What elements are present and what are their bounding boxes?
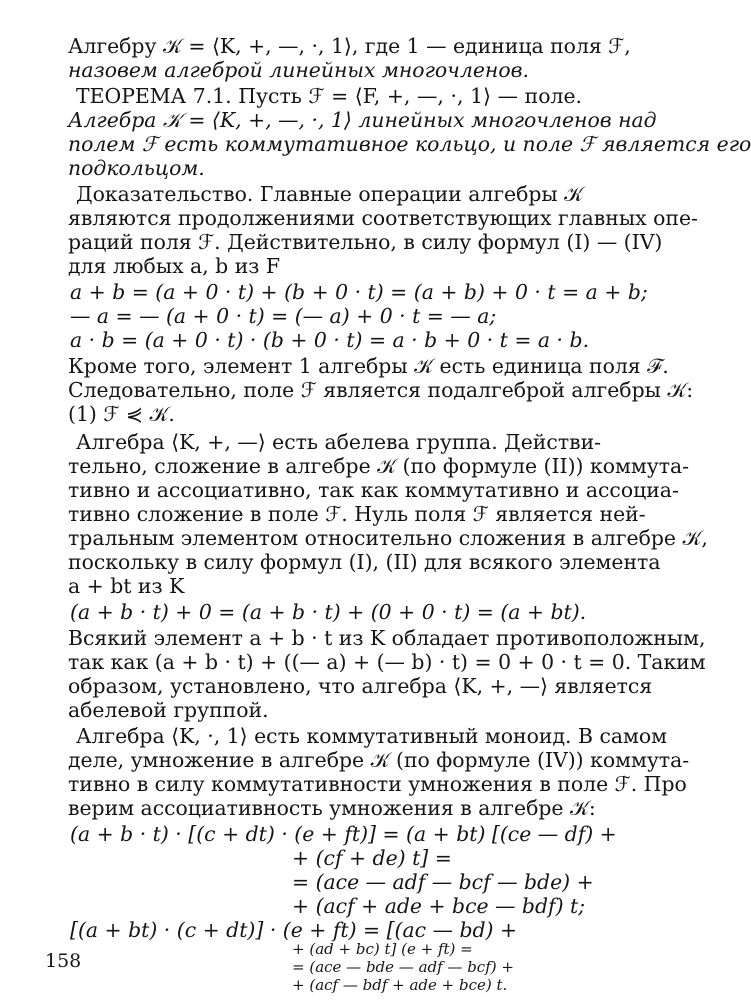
theorem-heading: ТЕОРЕМА 7.1. Пусть ℱ = ⟨F, +, —, ·, 1⟩ — поле.	[76, 84, 582, 108]
theorem-text: Алгебра 𝒦 = ⟨K, +, —, ·, 1⟩ линейных многочленов над	[68, 108, 657, 132]
text-line: Следовательно, поле ℱ является подалгеброй алгебры 𝒦:	[68, 378, 694, 402]
text-line: так как (a + b · t) + ((— a) + (— b) · t) = 0 + 0 · t = 0. Таким	[68, 650, 706, 674]
formula-label: (1) ℱ ⋞ 𝒦.	[68, 402, 175, 426]
equation-line: + (cf + de) t] =	[292, 846, 452, 870]
text-line: раций поля ℱ. Действительно, в силу формул (I) — (IV)	[68, 230, 663, 254]
equation-line: a · b = (a + 0 · t) · (b + 0 · t) = a · b + 0 · t = a · b.	[70, 328, 590, 352]
text-line: тральным элементом относительно сложения в алгебре 𝒦,	[68, 526, 708, 550]
text-line: a + bt из K	[68, 574, 185, 598]
text-line: Алгебра ⟨K, +, —⟩ есть абелева группа. Действи-	[76, 430, 602, 454]
text-line: являются продолжениями соответствующих главных опе-	[68, 206, 698, 230]
equation-line: [(a + bt) · (c + dt)] · (e + ft) = [(ac — bd) +	[70, 918, 518, 942]
equation-line: + (acf + ade + bce — bdf) t;	[292, 894, 586, 918]
text-line: для любых a, b из F	[68, 254, 281, 278]
page-number: 158	[45, 950, 82, 972]
text-line: поскольку в силу формул (I), (II) для всякого элемента	[68, 550, 661, 574]
text-line: Кроме того, элемент 1 алгебры 𝒦 есть единица поля ℱ.	[68, 354, 669, 378]
text-line: тивно сложение в поле ℱ. Нуль поля ℱ является ней-	[68, 502, 646, 526]
equation-line: + (ad + bc) t] (e + ft) =	[292, 940, 473, 958]
text-line: абелевой группой.	[68, 698, 269, 722]
text-line: верим ассоциативность умножения в алгебре 𝒦:	[68, 796, 596, 820]
text-line: Всякий элемент a + b · t из K обладает противоположным,	[68, 626, 706, 650]
text-line: тельно, сложение в алгебре 𝒦 (по формуле (II)) коммута-	[68, 454, 690, 478]
equation-line: a + b = (a + 0 · t) + (b + 0 · t) = (a + b) + 0 · t = a + b;	[70, 280, 648, 304]
text-line: назовем алгеброй линейных многочленов.	[68, 58, 529, 82]
equation-line: = (ace — adf — bcf — bde) +	[292, 870, 594, 894]
equation-line: — a = — (a + 0 · t) = (— a) + 0 · t = — a;	[70, 304, 497, 328]
equation-line: (a + b · t) + 0 = (a + b · t) + (0 + 0 · t) = (a + bt).	[70, 600, 587, 624]
proof-heading: Доказательство. Главные операции алгебры 𝒦	[76, 182, 584, 206]
text-line: образом, установлено, что алгебра ⟨K, +, —⟩ является	[68, 674, 653, 698]
equation-line: = (ace — bde — adf — bcf) +	[292, 958, 514, 976]
equation-line: + (acf — bdf + ade + bce) t.	[292, 976, 508, 994]
text-line: тивно в силу коммутативности умножения в поле ℱ. Про	[68, 772, 687, 796]
text-line: деле, умножение в алгебре 𝒦 (по формуле (IV)) коммута-	[68, 748, 690, 772]
text-line: Алгебра ⟨K, ·, 1⟩ есть коммутативный моноид. В самом	[76, 724, 668, 748]
theorem-text: полем ℱ есть коммутативное кольцо, и поле ℱ является его	[68, 132, 751, 156]
theorem-text: подкольцом.	[68, 156, 205, 180]
text-line: Алгебру 𝒦 = ⟨K, +, —, ·, 1⟩, где 1 — единица поля ℱ,	[68, 34, 631, 58]
text-line: тивно и ассоциативно, так как коммутативно и ассоциа-	[68, 478, 679, 502]
equation-line: (a + b · t) · [(c + dt) · (e + ft)] = (a + bt) [(ce — df) +	[70, 822, 617, 846]
